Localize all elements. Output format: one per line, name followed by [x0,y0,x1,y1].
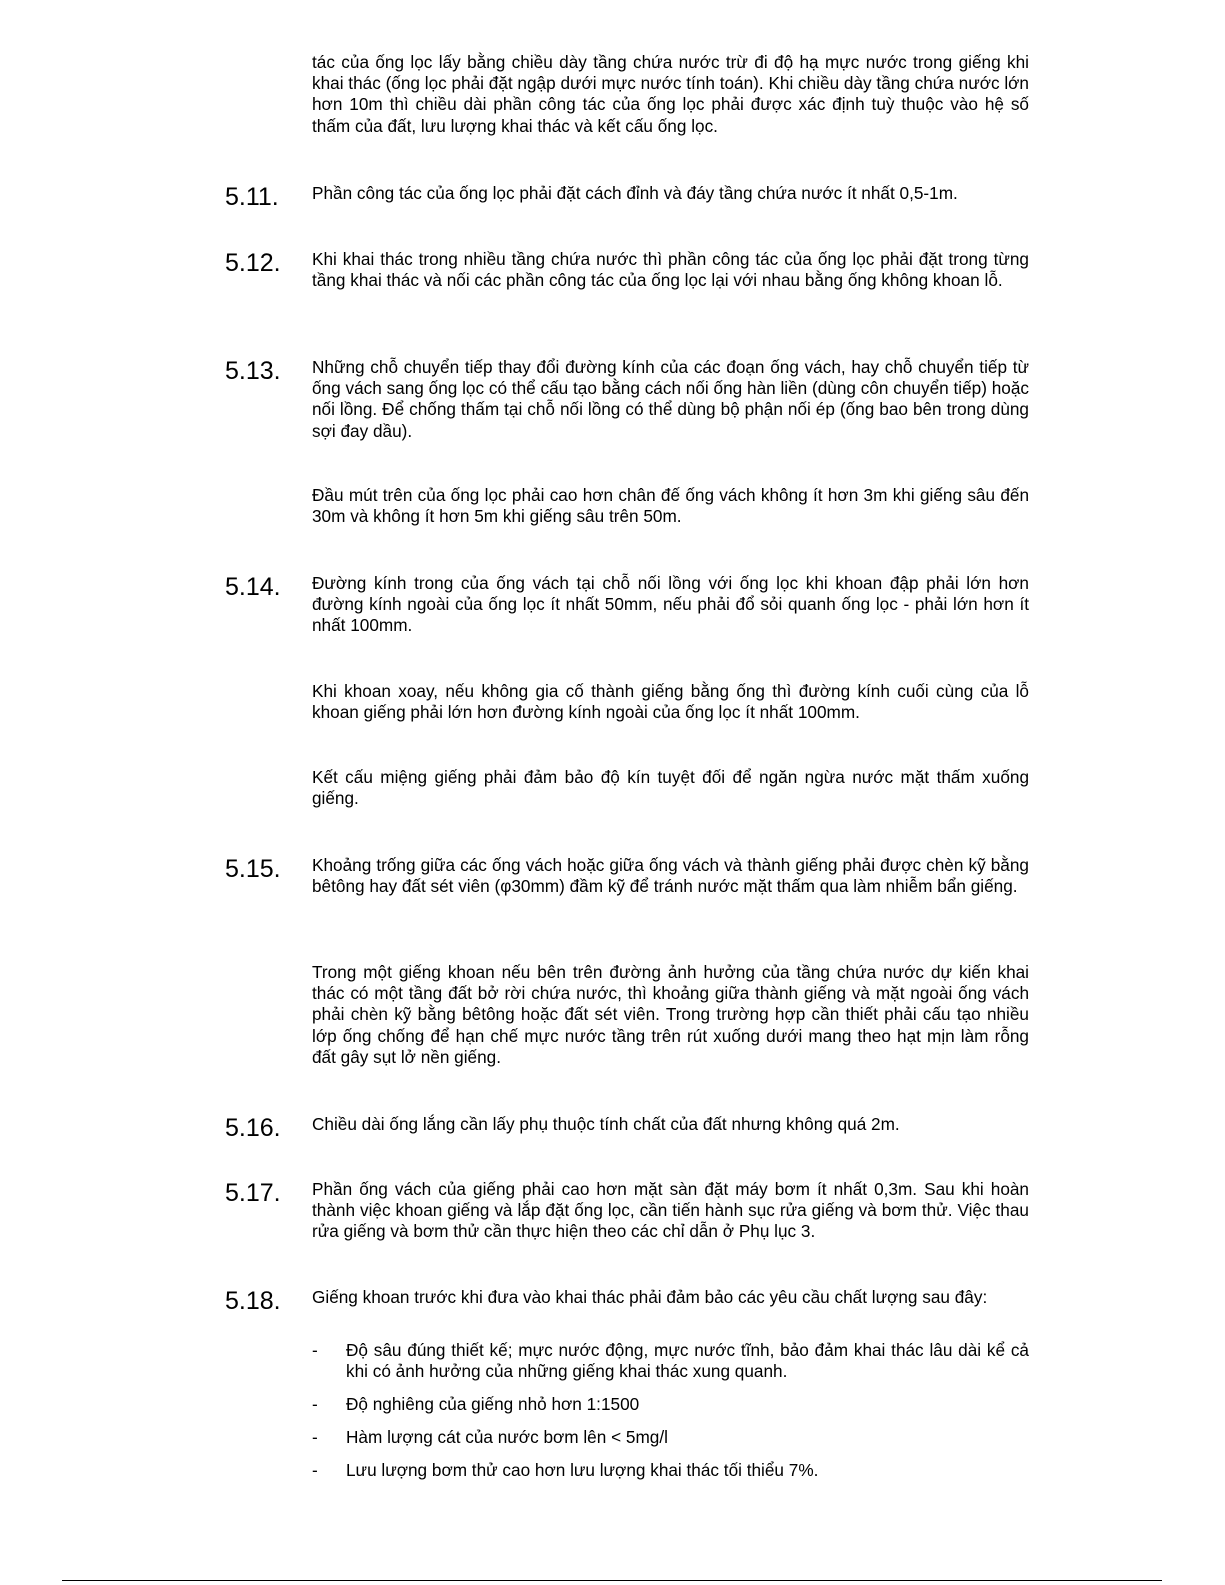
section-number-5-15: 5.15. [225,855,281,883]
section-5-13-text: Những chỗ chuyển tiếp thay đổi đường kính của các đoạn ống vách, hay chỗ chuyển tiếp từ ống vách sang ống lọc có thể cấu tạo bằng cách nối ống hàn liền (dùng côn chuyển tiếp) hoặc nối lồng. Để chống thấm tại chỗ nối lồng có thể dùng bộ phận nối ép (ống bao bên trong dùng sợi đay dầu). [312,357,1029,441]
bullet-text: Lưu lượng bơm thử cao hơn lưu lượng khai thác tối thiểu 7%. [346,1460,819,1480]
section-number-5-18: 5.18. [225,1287,281,1315]
section-5-15-text-2: Trong một giếng khoan nếu bên trên đường ảnh hưởng của tầng chứa nước dự kiến khai thác có một tầng đất bở rời chứa nước, thì khoảng giữa thành giếng và mặt ngoài ống vách phải chèn kỹ bằng bêtông hoặc đất sét viên. Trong trường hợp cần thiết phải cấu tạo nhiều lớp ống chống để hạn chế mực nước tầng trên rút xuống dưới mang theo hạt mịn làm rỗng đất gây sụt lở nền giếng. [312,962,1029,1067]
section-number-5-12: 5.12. [225,249,281,277]
section-number-5-16: 5.16. [225,1114,281,1142]
section-number-5-11: 5.11. [225,183,279,211]
intro-paragraph: tác của ống lọc lấy bằng chiều dày tầng chứa nước trừ đi độ hạ mực nước trong giếng khi khai thác (ống lọc phải đặt ngập dưới mực nước tính toán). Khi chiều dày tầng chứa nước lớn hơn 10m thì chiều dài phần công tác của ống lọc phải được xác định tuỳ thuộc vào hệ số thấm của đất, lưu lượng khai thác và kết cấu ống lọc. [312,52,1029,136]
section-number-5-13: 5.13. [225,357,281,385]
section-5-17-text: Phần ống vách của giếng phải cao hơn mặt sàn đặt máy bơm ít nhất 0,3m. Sau khi hoàn thành việc khoan giếng và lắp đặt ống lọc, cần tiến hành sục rửa giếng và bơm thử. Việc thau rửa giếng và bơm thử cần thực hiện theo các chỉ dẫn ở Phụ lục 3. [312,1179,1029,1242]
bullet-dash: - [312,1340,318,1360]
requirement-bullet [312,1340,1029,1382]
bullet-text: Độ sâu đúng thiết kế; mực nước động, mực nước tĩnh, bảo đảm khai thác lâu dài kể cả khi có ảnh hưởng của những giếng khai thác xung quanh. [346,1340,1029,1382]
section-number-5-14: 5.14. [225,573,281,601]
bullet-text: Hàm lượng cát của nước bơm lên < 5mg/l [346,1427,668,1447]
requirement-bullet [312,1394,1029,1415]
bullet-dash: - [312,1427,318,1447]
section-5-14-text-3: Kết cấu miệng giếng phải đảm bảo độ kín tuyệt đối để ngăn ngừa nước mặt thấm xuống giếng. [312,767,1029,809]
section-5-12-text: Khi khai thác trong nhiều tầng chứa nước thì phần công tác của ống lọc phải đặt trong từng tầng khai thác và nối các phần công tác của ống lọc lại với nhau bằng ống không khoan lỗ. [312,249,1029,291]
section-5-15-text: Khoảng trống giữa các ống vách hoặc giữa ống vách và thành giếng phải được chèn kỹ bằng bêtông hay đất sét viên (φ30mm) đầm kỹ để tránh nước mặt thấm qua làm nhiễm bẩn giếng. [312,855,1029,897]
requirement-bullet [312,1427,1029,1448]
bullet-text: Độ nghiêng của giếng nhỏ hơn 1:1500 [346,1394,640,1414]
section-5-14-text: Đường kính trong của ống vách tại chỗ nối lồng với ống lọc khi khoan đập phải lớn hơn đường kính ngoài của ống lọc ít nhất 50mm, nếu phải đổ sỏi quanh ống lọc - phải lớn hơn ít nhất 100mm. [312,573,1029,636]
section-5-14-text-2: Khi khoan xoay, nếu không gia cố thành giếng bằng ống thì đường kính cuối cùng của lỗ khoan giếng phải lớn hơn đường kính ngoài của ống lọc ít nhất 100mm. [312,681,1029,723]
section-5-13-text-2: Đầu mút trên của ống lọc phải cao hơn chân đế ống vách không ít hơn 3m khi giếng sâu đến 30m và không ít hơn 5m khi giếng sâu trên 50m. [312,485,1029,527]
section-number-5-17: 5.17. [225,1179,281,1207]
section-5-16-text: Chiều dài ống lắng cần lấy phụ thuộc tính chất của đất nhưng không quá 2m. [312,1114,900,1134]
page-bottom-rule [62,1580,1162,1581]
bullet-dash: - [312,1460,318,1480]
section-5-11-text: Phần công tác của ống lọc phải đặt cách đỉnh và đáy tầng chứa nước ít nhất 0,5-1m. [312,183,958,203]
requirement-bullet [312,1460,1029,1481]
section-5-18-text: Giếng khoan trước khi đưa vào khai thác phải đảm bảo các yêu cầu chất lượng sau đây: [312,1287,988,1307]
bullet-dash: - [312,1394,318,1414]
